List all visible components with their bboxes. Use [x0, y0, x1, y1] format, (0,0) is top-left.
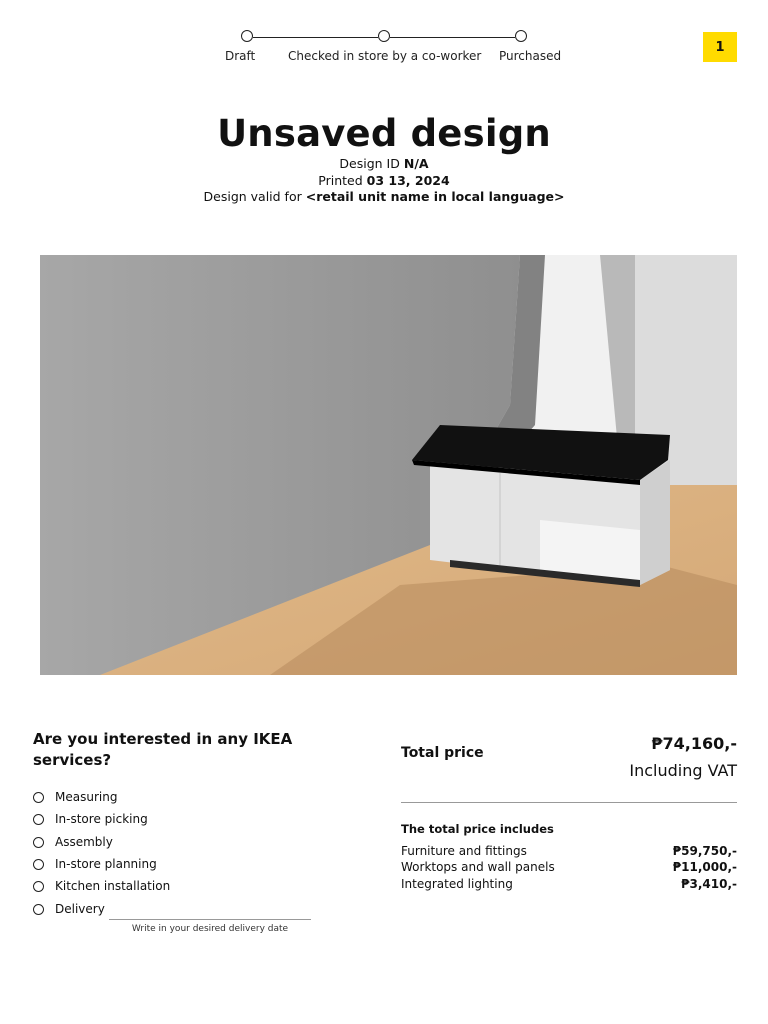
- service-label: In-store picking: [55, 812, 148, 826]
- radio-icon[interactable]: [33, 837, 44, 848]
- page-number-badge: 1: [703, 32, 737, 62]
- service-option-kitchen-installation[interactable]: [33, 878, 170, 894]
- service-option-delivery[interactable]: [33, 901, 105, 917]
- design-id-value: N/A: [403, 156, 429, 171]
- service-label: In-store planning: [55, 857, 157, 871]
- service-option-in-store-picking[interactable]: [33, 811, 148, 827]
- service-option-assembly[interactable]: [33, 834, 113, 850]
- progress-step-checked: Checked in store by a co-worker: [288, 49, 482, 63]
- price-includes-title: The total price includes: [401, 822, 554, 836]
- progress-step-marker: [515, 30, 527, 42]
- progress-step-purchased: Purchased: [499, 49, 562, 63]
- design-render-image: [40, 255, 737, 675]
- design-id-label: Design ID: [339, 156, 400, 171]
- total-price-label: Total price: [401, 745, 484, 761]
- line-item-label: Furniture and fittings: [401, 844, 527, 858]
- service-label: Assembly: [55, 835, 113, 849]
- line-item-amount: ₱59,750,-: [672, 844, 737, 858]
- printed-line: [0, 173, 768, 188]
- line-item-amount: ₱3,410,-: [681, 877, 737, 891]
- valid-for-value: <retail unit name in local language>: [305, 189, 565, 204]
- radio-icon[interactable]: [33, 881, 44, 892]
- progress-connector: [390, 37, 515, 38]
- service-label: Delivery: [55, 902, 105, 916]
- printed-value: 03 13, 2024: [366, 173, 450, 188]
- line-item-amount: ₱11,000,-: [672, 860, 737, 874]
- page-title: Unsaved design: [217, 112, 551, 155]
- radio-icon[interactable]: [33, 814, 44, 825]
- service-label: Kitchen installation: [55, 879, 171, 893]
- line-item-label: Integrated lighting: [401, 877, 513, 891]
- price-line-item: [401, 844, 737, 858]
- delivery-date-field[interactable]: [109, 919, 311, 920]
- valid-for-label: Design valid for: [203, 189, 302, 204]
- service-label: Measuring: [55, 790, 118, 804]
- radio-icon[interactable]: [33, 859, 44, 870]
- progress-connector: [253, 37, 378, 38]
- kitchen-render-illustration: [40, 255, 737, 675]
- service-option-in-store-planning[interactable]: [33, 856, 157, 872]
- services-question: Are you interested in any IKEA services?: [33, 730, 293, 769]
- price-line-item: [401, 877, 737, 891]
- printed-label: Printed: [318, 173, 363, 188]
- progress-step-marker: [378, 30, 390, 42]
- radio-icon[interactable]: [33, 904, 44, 915]
- progress-step-draft: Draft: [225, 49, 256, 63]
- progress-step-marker: [241, 30, 253, 42]
- price-line-item: [401, 860, 737, 874]
- total-price-value: ₱74,160,-: [651, 734, 737, 753]
- divider: [401, 802, 737, 803]
- line-item-label: Worktops and wall panels: [401, 860, 555, 874]
- design-id-line: [0, 156, 768, 171]
- radio-icon[interactable]: [33, 792, 44, 803]
- valid-for-line: [0, 189, 768, 204]
- vat-note: Including VAT: [629, 761, 737, 780]
- service-option-measuring[interactable]: [33, 789, 117, 805]
- delivery-date-hint: Write in your desired delivery date: [131, 924, 289, 934]
